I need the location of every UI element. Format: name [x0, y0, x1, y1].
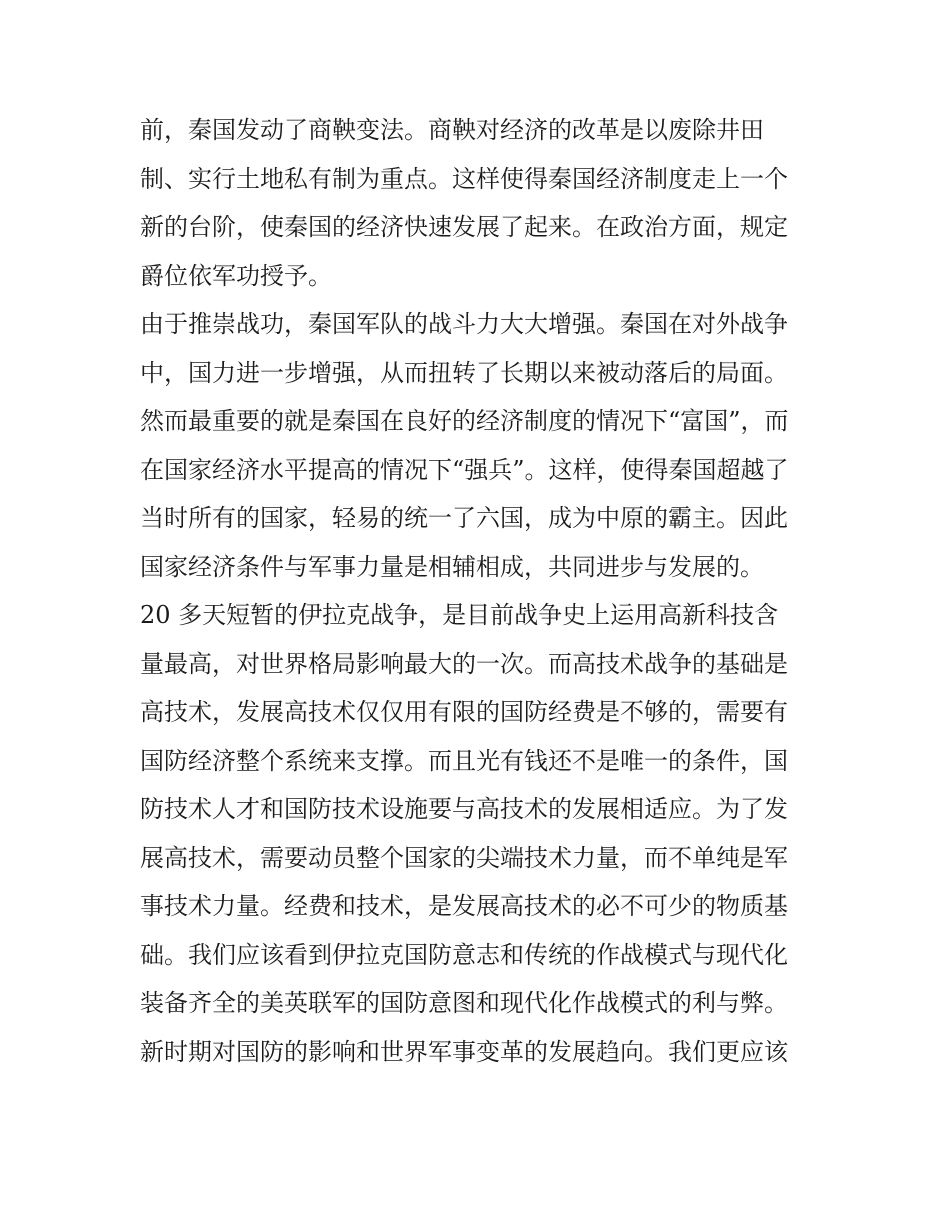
body-text: [140, 106, 820, 1076]
text-line: 事技术力量。经费和技术，是发展高技术的必不可少的物质基: [140, 892, 788, 920]
text-line: 国家经济条件与军事力量是相辅相成，共同进步与发展的。: [140, 552, 764, 581]
text-line: 爵位依军功授予。: [140, 261, 332, 290]
text-line: 新的台阶，使秦国的经济快速发展了起来。在政治方面，规定: [140, 213, 788, 241]
text-line: 前，秦国发动了商鞅变法。商鞅对经济的改革是以废除井田: [140, 116, 764, 144]
text-line: 中，国力进一步增强，从而扭转了长期以来被动落后的局面。: [140, 358, 788, 387]
text-line: 装备齐全的美英联军的国防意图和现代化作战模式的利与弊。: [140, 989, 788, 1017]
text-line: 防技术人才和国防技术设施要与高技术的发展相适应。为了发: [140, 795, 788, 823]
text-line: 当时所有的国家，轻易的统一了六国，成为中原的霸主。因此: [140, 504, 788, 532]
text-line: 由于推崇战功，秦国军队的战斗力大大增强。秦国在对外战争: [140, 310, 788, 338]
text-line: 展高技术，需要动员整个国家的尖端技术力量，而不单纯是军: [140, 843, 788, 872]
text-line: 然而最重要的就是秦国在良好的经济制度的情况下“富国”，而: [140, 407, 789, 435]
text-line: 础。我们应该看到伊拉克国防意志和传统的作战模式与现代化: [140, 940, 788, 969]
text-line: 高技术，发展高技术仅仅用有限的国防经费是不够的，需要有: [140, 698, 788, 726]
text-line: 量最高，对世界格局影响最大的一次。而高技术战争的基础是: [140, 649, 788, 678]
text-line: 在国家经济水平提高的情况下“强兵”。这样，使得秦国超越了: [140, 455, 789, 484]
text-line: 制、实行土地私有制为重点。这样使得秦国经济制度走上一个: [140, 164, 788, 193]
text-line: 20 多天短暂的伊拉克战争，是目前战争史上运用高新科技含: [140, 601, 779, 629]
text-line: 国防经济整个系统来支撑。而且光有钱还不是唯一的条件，国: [140, 746, 788, 775]
text-line: 新时期对国防的影响和世界军事变革的发展趋向。我们更应该: [140, 1037, 788, 1066]
